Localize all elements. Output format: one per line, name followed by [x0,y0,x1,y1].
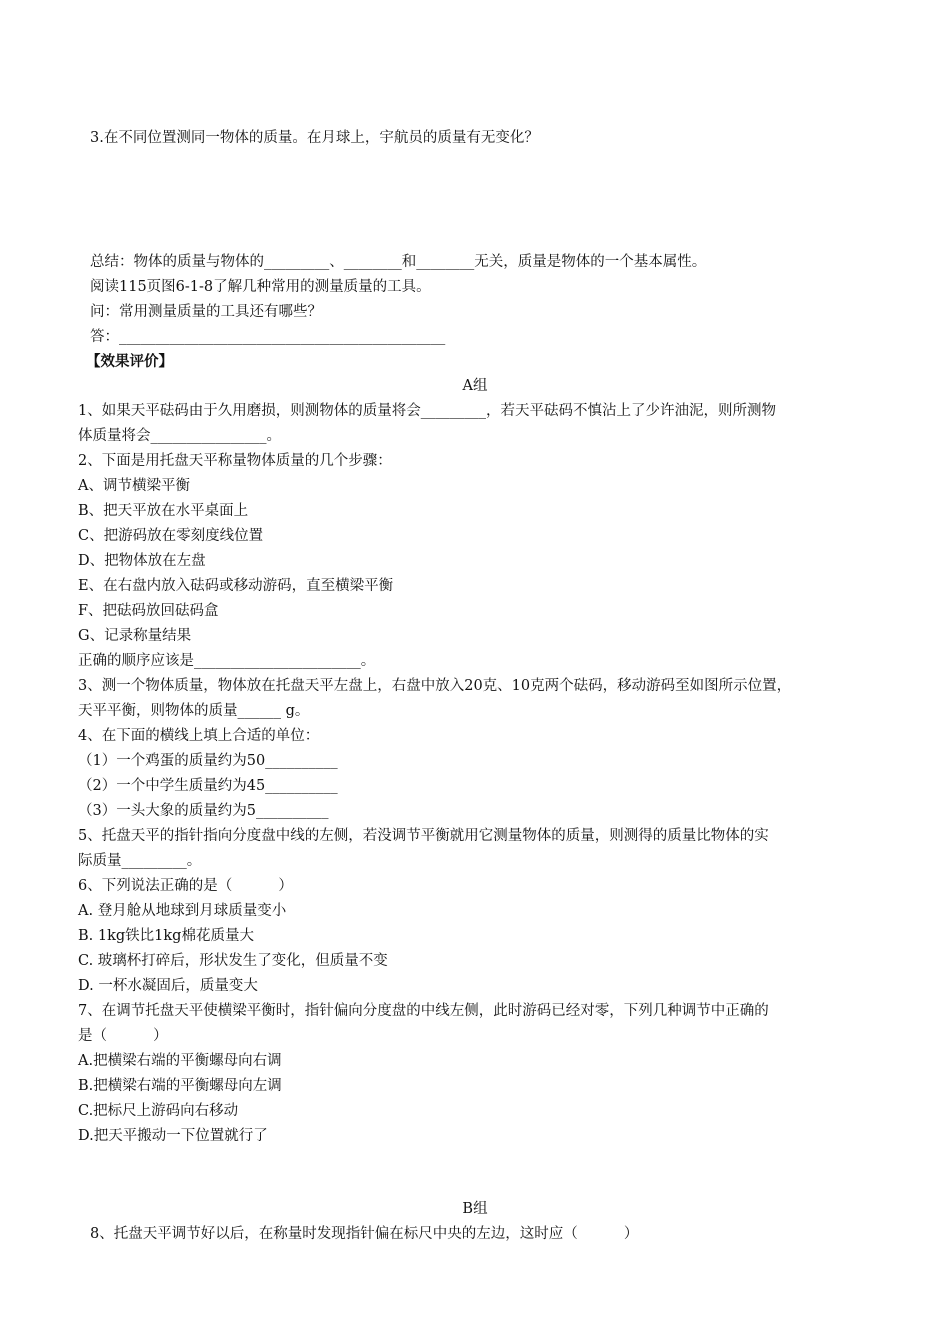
a-q2-option-a: A、调节横梁平衡 [78,478,190,494]
a-q6-option-c: C. 玻璃杯打碎后，形状发生了变化，但质量不变 [78,953,388,969]
a-q7-line2: 是（ ） [78,1028,168,1044]
a-q2-option-b: B、把天平放在水平桌面上 [78,503,249,519]
group-b-title: B组 [462,1201,488,1217]
a-q4-item-1: （1）一个鸡蛋的质量约为50__________ [78,753,338,769]
a-q2-option-d: D、把物体放在左盘 [78,553,206,569]
a-q3-line2: 天平平衡，则物体的质量______ g。 [78,703,310,719]
a-q6-option-d: D. 一杯水凝固后，质量变大 [78,978,258,994]
a-q7-option-b: B.把横梁右端的平衡螺母向左调 [78,1078,282,1094]
a-q7-option-a: A.把横梁右端的平衡螺母向右调 [78,1053,282,1069]
a-q4-item-3: （3）一头大象的质量约为5__________ [78,803,329,819]
answer-line: 答：_____________________________________________ [90,329,446,345]
a-q2-answer: 正确的顺序应该是_______________________。 [78,653,376,669]
a-q2-option-c: C、把游码放在零刻度线位置 [78,528,264,544]
a-q4: 4、在下面的横线上填上合适的单位： [78,728,320,744]
question-3: 3.在不同位置测同一物体的质量。在月球上，宇航员的质量有无变化？ [90,130,539,146]
a-q2-option-g: G、记录称量结果 [78,628,192,644]
a-q1-line1: 1、如果天平砝码由于久用磨损，则测物体的质量将会_________，若天平砝码不慎沾上了少许油泥，则所测物 [78,403,776,419]
group-a-title: A组 [462,378,488,394]
a-q2: 2、下面是用托盘天平称量物体质量的几个步骤： [78,453,392,469]
a-q2-option-e: E、在右盘内放入砝码或移动游码，直至横梁平衡 [78,578,394,594]
a-q4-item-2: （2）一个中学生质量约为45__________ [78,778,338,794]
a-q6-option-a: A. 登月舱从地球到月球质量变小 [78,903,287,919]
evaluation-header: 【效果评价】 [86,353,173,370]
a-q7-option-d: D.把天平搬动一下位置就行了 [78,1128,268,1144]
summary-line: 总结：物体的质量与物体的_________、________和________无关，质量是物体的一个基本属性。 [90,254,707,270]
a-q5-line1: 5、托盘天平的指针指向分度盘中线的左侧，若没调节平衡就用它测量物体的质量，则测得的质量比物体的实 [78,828,769,844]
a-q2-option-f: F、把砝码放回砝码盒 [78,603,219,619]
reading-line: 阅读115页图6-1-8了解几种常用的测量质量的工具。 [90,279,431,295]
a-q6-option-b: B. 1kg铁比1kg棉花质量大 [78,928,254,944]
a-q1-line2: 体质量将会________________。 [78,428,281,444]
question-line: 问：常用测量质量的工具还有哪些？ [90,304,322,320]
a-q5-line2: 际质量_________。 [78,853,202,869]
a-q3-line1: 3、测一个物体质量，物体放在托盘天平左盘上，右盘中放入20克、10克两个砝码，移动游码至如图所示位置， [78,678,792,694]
a-q7-line1: 7、在调节托盘天平使横梁平衡时，指针偏向分度盘的中线左侧，此时游码已经对零，下列几种调节中正确的 [78,1003,769,1019]
a-q6: 6、下列说法正确的是（ ） [78,878,293,894]
a-q7-option-c: C.把标尺上游码向右移动 [78,1103,239,1119]
b-q8: 8、托盘天平调节好以后，在称量时发现指针偏在标尺中央的左边，这时应（ ） [90,1226,639,1242]
